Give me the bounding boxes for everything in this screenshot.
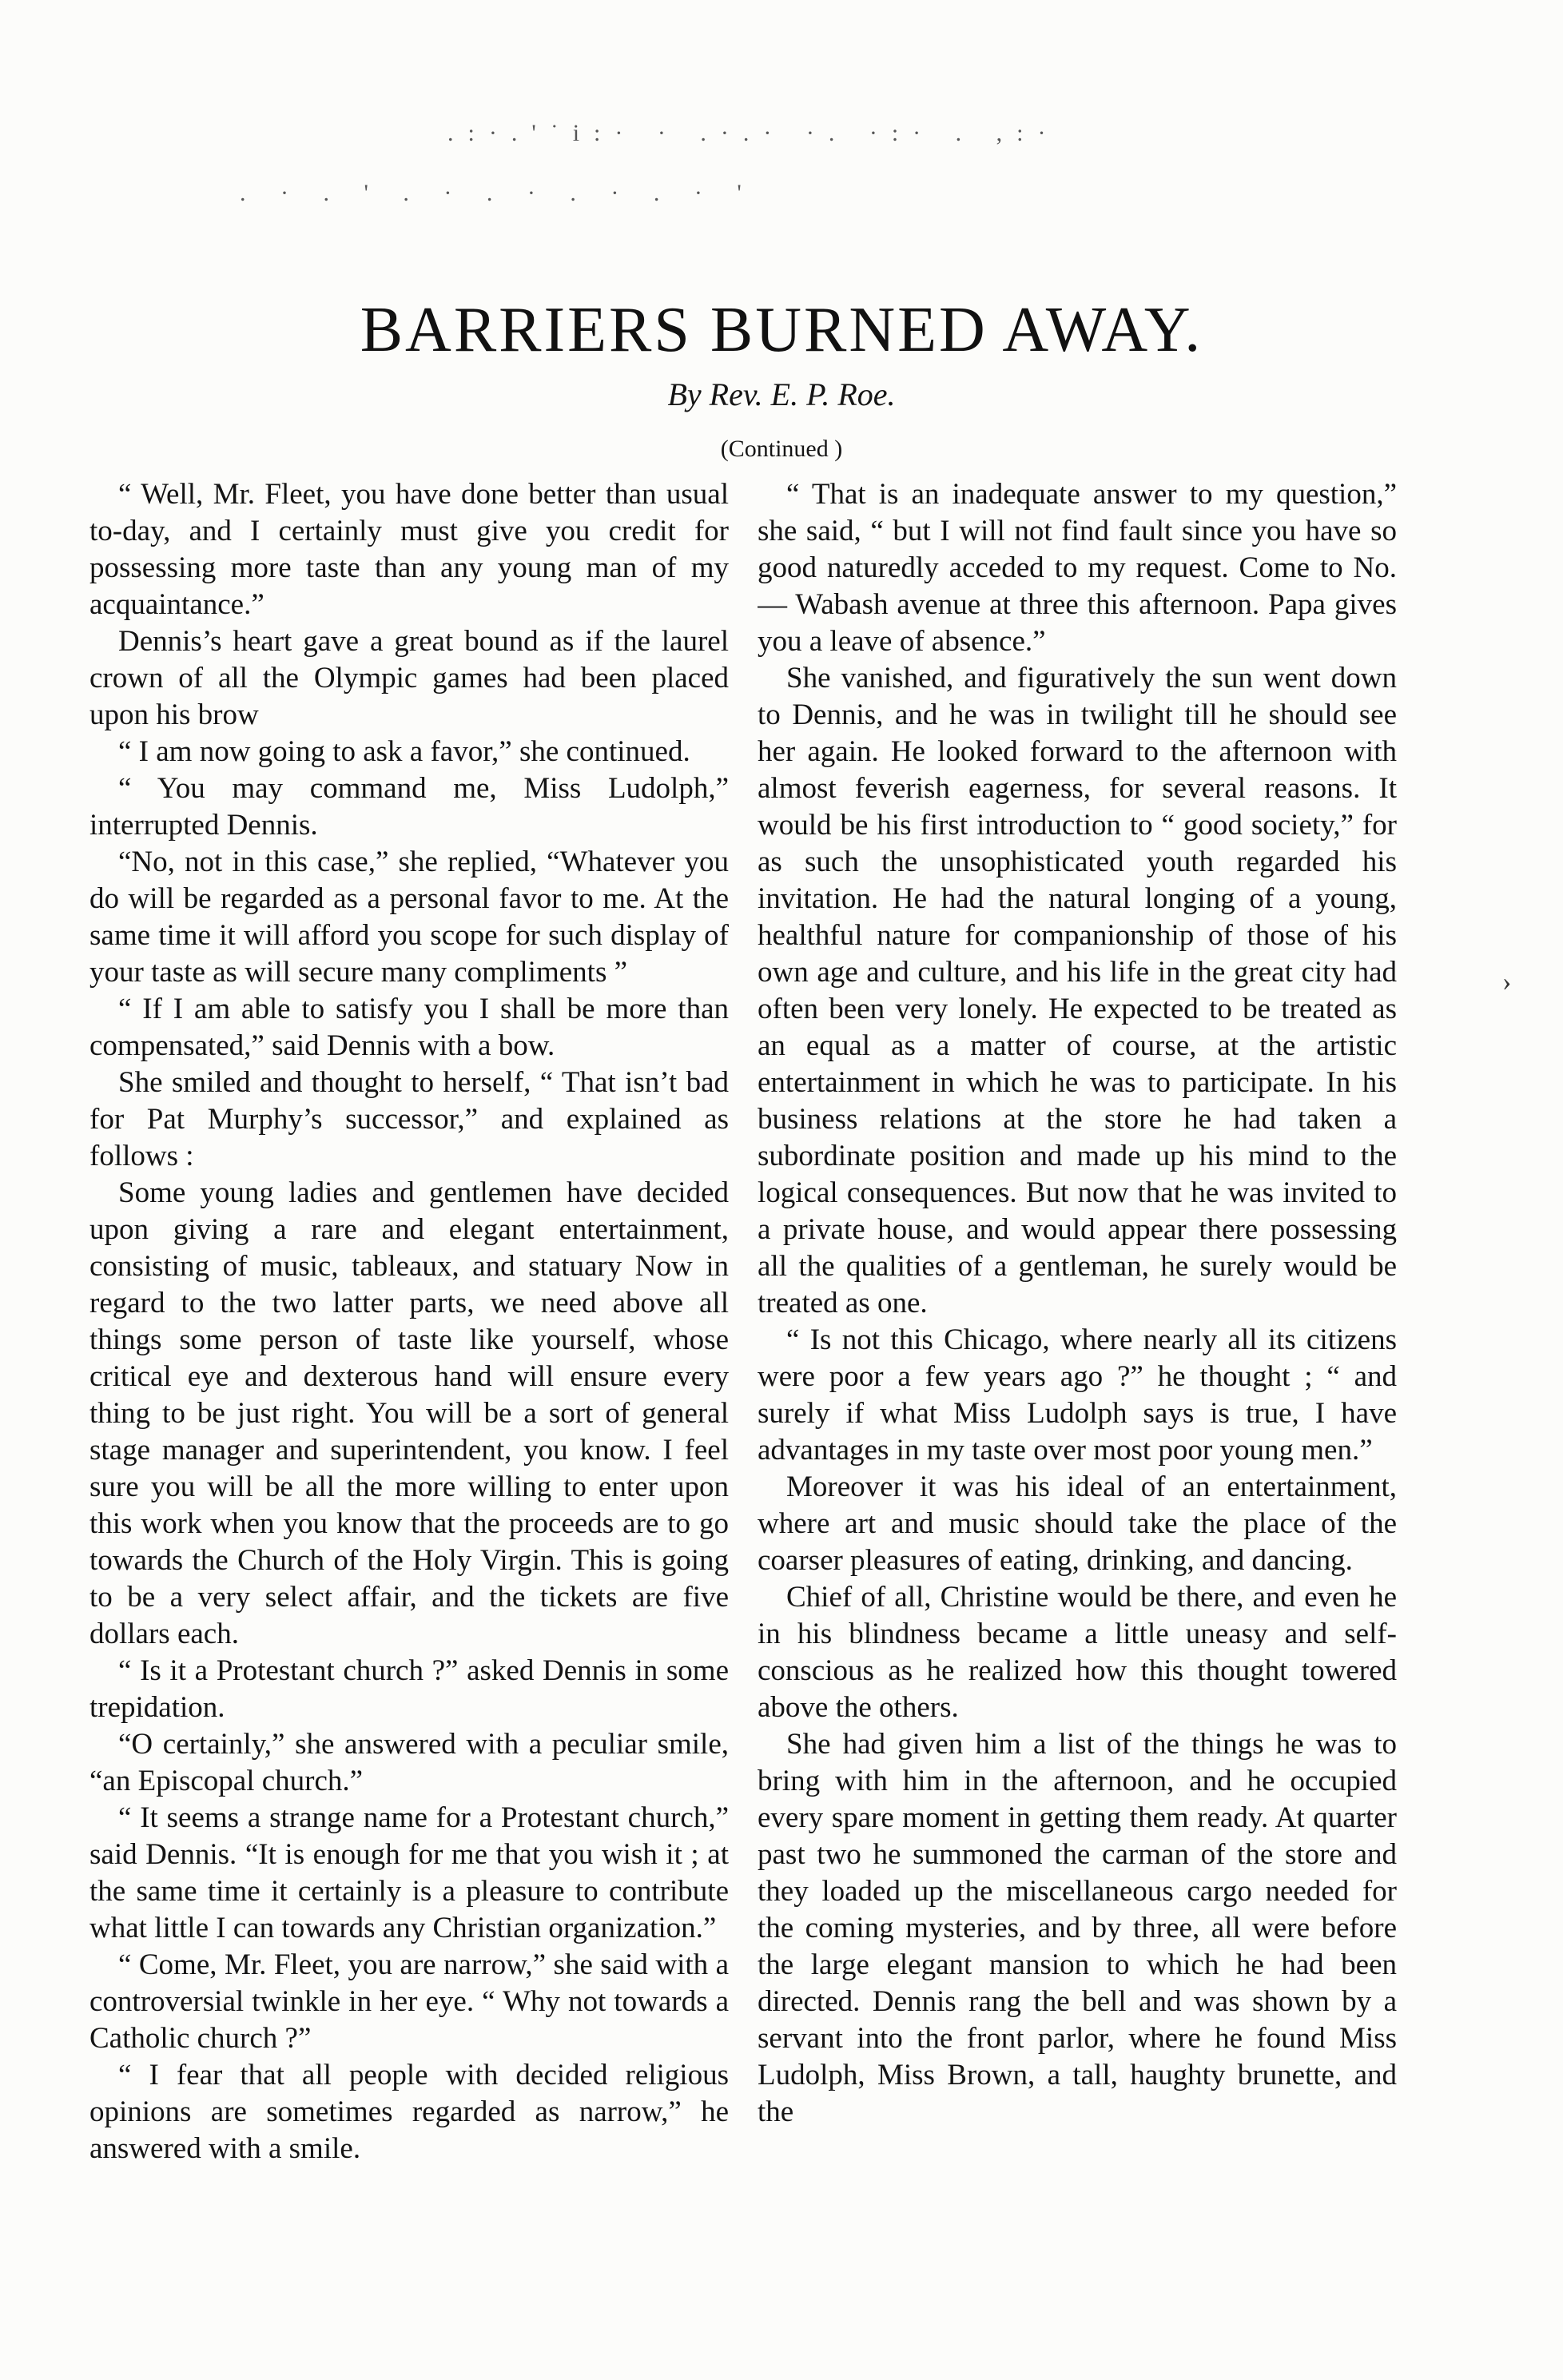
paragraph: Dennis’s heart gave a great bound as if the laurel crown of all the Olympic games had been placed upon his brow	[89, 625, 729, 731]
author-byline: By Rev. E. P. Roe.	[667, 376, 896, 412]
right-column	[758, 476, 1397, 2346]
paragraph: “O certainly,” she answered with a peculiar smile, “an Episcopal church.”	[89, 1728, 729, 1797]
continued-note: (Continued )	[720, 436, 843, 462]
paragraph: “ I am now going to ask a favor,” she continued.	[118, 735, 690, 768]
left-column	[89, 476, 729, 2346]
paragraph: She vanished, and figuratively the sun went down to Dennis, and he was in twilight till he should see her again. He looked forward to the afternoon with almost feverish eagerness, for several reasons. It would be his first introduction to “ good society,” for as such the unsophisticated youth regarded his invitation. He had the natural longing of a young, healthful nature for companionship of those of his own age and culture, and his life in the great city had often been very lonely. He expected to be treated as an equal as a matter of course, at the artistic entertainment in which he was to participate. In his business relations at the store he had taken a subordinate position and made up his mind to the logical consequences. But now that he was invited to a private house, and would appear there possessing all the qualities of a gentleman, he surely would be treated as one.	[758, 662, 1397, 1319]
paragraph: Moreover it was his ideal of an entertainment, where art and music should take the place of the coarser pleasures of eating, drinking, and dancing.	[758, 1471, 1397, 1577]
paragraph: “ You may command me, Miss Ludolph,” interrupted Dennis.	[89, 772, 729, 842]
paragraph: “ I fear that all people with decided religious opinions are sometimes regarded as narrow,” he answered with a smile.	[89, 2059, 729, 2165]
paragraph: “ Is it a Protestant church ?” asked Dennis in some trepidation.	[89, 1654, 729, 1724]
article-title: BARRIERS BURNED AWAY.	[360, 295, 1203, 365]
paragraph: “ Well, Mr. Fleet, you have done better than usual to-day, and I certainly must give you credit for possessing more taste than any young man of my acquaintance.”	[89, 478, 729, 621]
paragraph: “ That is an inadequate answer to my question,” she said, “ but I will not find fault since you have so good naturedly acceded to my request. Come to No. — Wabash avenue at three this afternoon. Papa gives you a leave of absence.”	[758, 478, 1397, 658]
paragraph: “ Is not this Chicago, where nearly all its citizens were poor a few years ago ?” he thought ; “ and surely if what Miss Ludolph says is true, I have advantages in my taste over most poor young men.”	[758, 1323, 1397, 1467]
margin-mark: ›	[1502, 967, 1512, 997]
paragraph: “ If I am able to satisfy you I shall be more than compensated,” said Dennis with a bow.	[89, 993, 729, 1062]
paragraph: She smiled and thought to herself, “ That isn’t bad for Pat Murphy’s successor,” and explained as follows :	[89, 1066, 729, 1172]
paragraph: She had given him a list of the things he was to bring with him in the afternoon, and he occupied every spare moment in getting them ready. At quarter past two he summoned the carman of the store and they loaded up the miscellaneous cargo needed for the coming mysteries, and by three, all were before the large elegant mansion to which he had been directed. Dennis rang the bell and was shown by a servant into the front parlor, where he found Miss Ludolph, Miss Brown, a tall, haughty brunette, and the	[758, 1728, 1397, 2128]
paragraph: Chief of all, Christine would be there, and even he in his blindness became a little uneasy and self-conscious as he realized how this thought towered above the others.	[758, 1581, 1397, 1724]
paragraph: Some young ladies and gentlemen have decided upon giving a rare and elegant entertainment, consisting of music, tableaux, and statuary Now in regard to the two latter parts, we need above all things some person of taste like yourself, whose critical eye and dexterous hand will ensure every thing to be just right. You will be a sort of general stage manager and superintendent, you know. I feel sure you will be all the more willing to enter upon this work when you know that the proceeds are to go towards the Church of the Holy Virgin. This is going to be a very select affair, and the tickets are five dollars each.	[89, 1176, 729, 1650]
paragraph: “ Come, Mr. Fleet, you are narrow,” she said with a controversial twinkle in her eye. “ Why not towards a Catholic church ?”	[89, 1948, 729, 2055]
faded-header-text-1: .:·.'˙i:· · .·.· ·. ·:· . ,:·	[447, 120, 1060, 146]
paragraph: “No, not in this case,” she replied, “Whatever you do will be regarded as a personal favor to me. At the same time it will afford you scope for such display of your taste as will secure many compliments ”	[89, 846, 729, 989]
faded-header-text-2: . · . ' . · . · . · . · '	[240, 180, 756, 206]
paragraph: “ It seems a strange name for a Protestant church,” said Dennis. “It is enough for me that you wish it ; at the same time it certainly is a pleasure to contribute what little I can towards any Christian organization.”	[89, 1801, 729, 1944]
